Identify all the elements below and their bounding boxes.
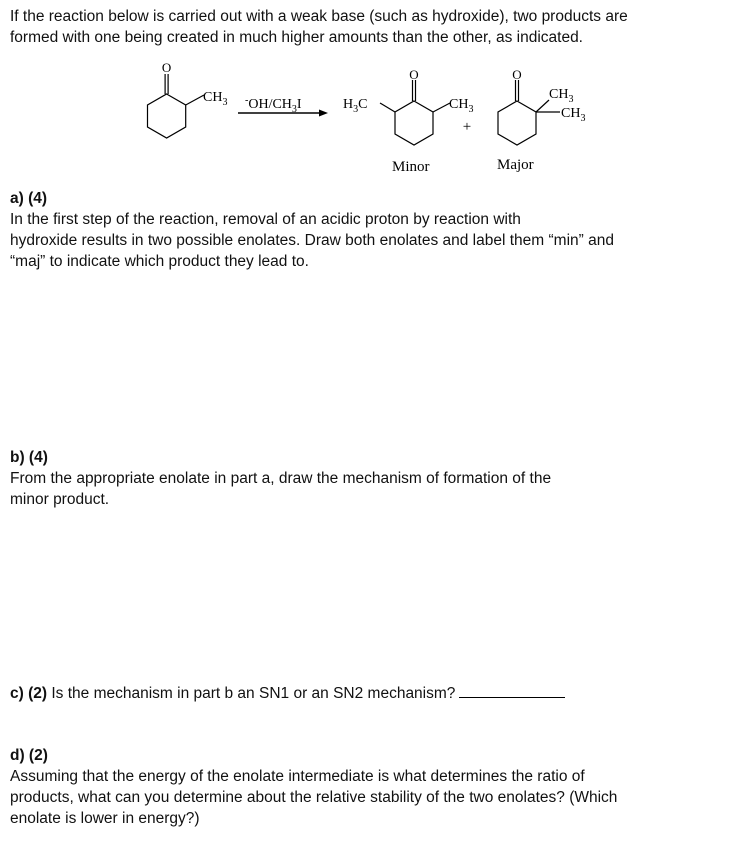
- question-d: [10, 745, 745, 829]
- question-c-line-1: c) (2) Is the mechanism in part b an SN1 or an SN2 mechanism?: [10, 685, 565, 702]
- minor-label: Minor: [392, 159, 430, 175]
- question-b: [10, 447, 745, 510]
- plus-sign: +: [462, 119, 472, 135]
- question-d-line-3: enolate is lower in energy?): [10, 810, 200, 827]
- question-a-line-3: “maj” to indicate which product they lead to.: [10, 253, 309, 270]
- major-label: Major: [497, 157, 534, 173]
- question-a-label: a) (4): [10, 190, 48, 207]
- minor-product-h3c: $H_3C$: [343, 97, 368, 115]
- major-product-oxygen: O: [512, 67, 522, 82]
- reaction-scheme: [0, 55, 752, 180]
- reactant-structure: [148, 74, 205, 138]
- question-b-label: b) (4): [10, 449, 48, 466]
- question-c: [10, 683, 745, 704]
- question-d-line-1: d) (2) Assuming that the energy of the enolate intermediate is what determines the ratio of: [10, 747, 585, 785]
- minor-product-oxygen: O: [409, 67, 419, 82]
- reactant-methyl: $CH_3$: [203, 90, 228, 108]
- question-d-line-2: products, what can you determine about the relative stability of the two enolates? (Which: [10, 789, 618, 806]
- major-product-ch3-side: $CH_3$: [561, 106, 586, 124]
- reactant-oxygen: O: [161, 60, 172, 75]
- reagent-label: $^-OH/CH_3I$: [245, 95, 302, 115]
- question-b-line-1: b) (4) From the appropriate enolate in part a, draw the mechanism of formation of the: [10, 449, 552, 487]
- question-b-line-2: minor product.: [10, 491, 110, 508]
- minor-product-ch3: $CH_3$: [449, 97, 474, 115]
- intro-line-2: formed with one being created in much higher amounts than the other, as indicated.: [10, 29, 583, 46]
- major-product-ch3-top: $CH_3$: [549, 87, 574, 105]
- question-a: [10, 188, 745, 272]
- minor-product-structure: [380, 80, 450, 145]
- intro-line-1: If the reaction below is carried out with a weak base (such as hydroxide), two products are: [10, 8, 628, 25]
- question-a-line-1: a) (4) In the first step of the reaction, removal of an acidic proton by reaction with: [10, 190, 521, 228]
- question-c-label: c) (2): [10, 685, 48, 702]
- answer-blank-line[interactable]: [459, 685, 565, 698]
- question-a-line-2: hydroxide results in two possible enolates. Draw both enolates and label them “min” and: [10, 232, 614, 249]
- intro-paragraph: [10, 6, 745, 48]
- question-d-label: d) (2): [10, 747, 48, 764]
